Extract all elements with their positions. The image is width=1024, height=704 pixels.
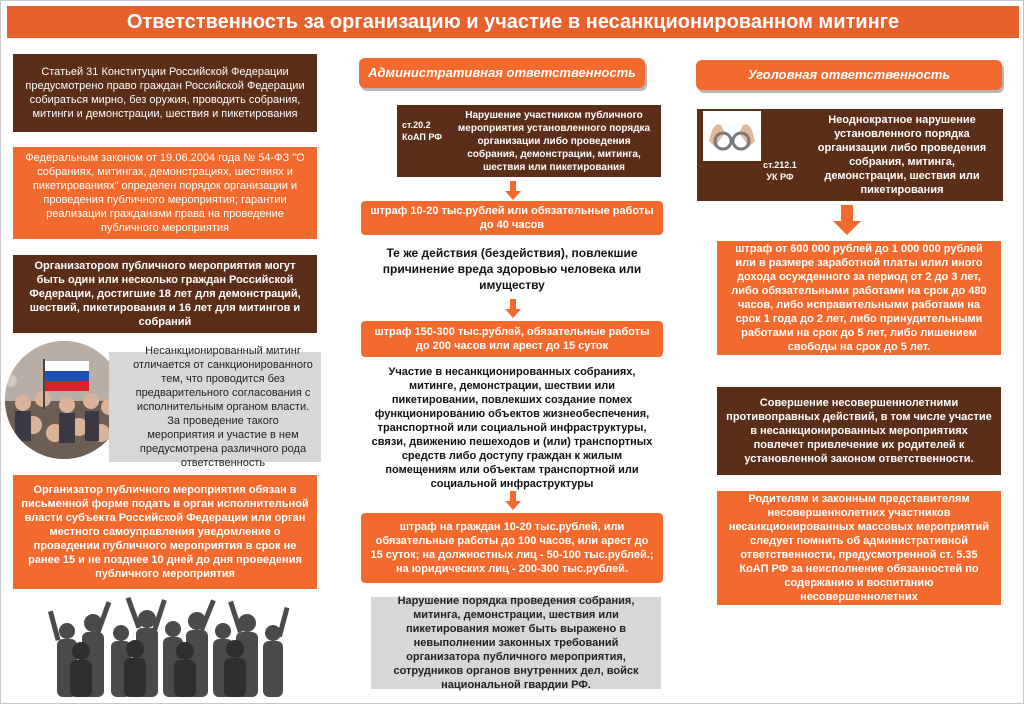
unauthorized-rally-box: Несанкционированный митинг отличается от санкционированного тем, что проводится без предварительного согласования с исполнительным органом власти. За проведение такого мероприятия и участие в нем предусмотрена различного рода ответственность [109, 352, 321, 462]
criminal-penalty-box: штраф от 600 000 рублей до 1 000 000 рублей или в размере заработной платы илил иного дохода осужденного за период от 2 до 3 лет, либо обязательными работами на срок до 480 часов, либо исправительными работами на срок 1 года до 2 лет, либо принудительными работами на срок до 5 лет, либо лишением свободы на срок до 5 лет. [717, 241, 1001, 355]
note-box: Нарушение порядка проведения собрания, митинга, демонстрации, шествия или пикетирования может быть выражено в невыполнении законных требований организатора публичного мероприятия, сотрудников органов внутренних дел, войск национальной гвардии РФ. [371, 597, 661, 689]
notification-box: Организатор публичного мероприятия обязан в письменной форме подать в орган исполнительной власти субъекта Российской Федерации или орган местного самоуправления уведомление о проведении публичного мероприятия в срок не ранее 15 и не позднее 10 дней до дня проведения публичного мероприятия [13, 475, 317, 589]
page-title: Ответственность за организацию и участие в несанкционированном митинге [7, 6, 1019, 38]
parents-box: Родителям и законным представителям несовершеннолетних участников несанкционированных массовых мероприятий следует помнить об административной ответственности, предусмотренной ст. 5.35 КоАП РФ за неисполнение обязанностей по содержанию и воспитанию несовершеннолетних [717, 491, 1001, 605]
crowd-photo [5, 341, 123, 459]
penalty-box-3: штраф на граждан 10-20 тыс.рублей, или обязательные работы до 100 часов, или арест до 15 суток; на должностных лиц - 50-100 тыс.рублей.; на юридических лиц - 200-300 тыс.рублей. [361, 513, 663, 583]
crowd-silhouette [45, 593, 295, 697]
administrative-heading: Административная ответственность [359, 58, 645, 88]
criminal-heading: Уголовная ответственность [696, 60, 1002, 90]
obstruction-text: Участие в несанкционированных собраниях, митинге, демонстрации, шествии или пикетировании, повлекших создание помех функционированию объектов жизнеобеспечения, транспортной или социальной инфраструктуры, связи, движению пешеходов и (или) транспортных средств либо доступу граждан к жилым помещениям или объектам транспортной или социальной инфраструктуры [371, 366, 653, 490]
constitution-box: Статьей 31 Конституции Российской Федерации предусмотрено право граждан Российской Федерации собираться мирно, без оружия, проводить собрания, митинги и демонстрации, шествия и пикетирования [13, 54, 317, 132]
criminal-violation-text: Неоднократное нарушение установленного порядка организации либо проведения собрания, митинга, демонстрации, шествия или пикетирования [817, 114, 987, 196]
harm-text: Те же действия (бездействия), повлекшие причинение вреда здоровью человека или имуществу [382, 246, 642, 292]
violation-text-1: Нарушение участником публичного мероприятия установленного порядка организации либо проведения собрания, демонстрации, митинга, шествия или пикетирования [457, 109, 651, 173]
organizer-age-box: Организатором публичного мероприятия могут быть один или несколько граждан Российской Федерации, достигшие 18 лет для демонстраций, шествий, пикетирования и 16 лет для митингов и собраний [13, 255, 317, 333]
handcuffs-icon [703, 111, 761, 161]
uk-code: ст.212.1 УК РФ [763, 160, 797, 182]
federal-law-box: Федеральным законом от 19.06.2004 года № 54-ФЗ "О собраниях, митингах, демонстрациях, шествиях и пикетированиях" определен порядок организации и проведения публичного мероприятия; гарантии реализации гражданами права на проведение публичного мероприятия [13, 147, 317, 239]
penalty-box-1: штраф 10-20 тыс.рублей или обязательные работы до 40 часов [361, 201, 663, 235]
penalty-box-2: штраф 150-300 тыс.рублей, обязательные работы до 200 часов или арест до 15 суток [361, 321, 663, 357]
minors-box: Совершение несовершеннолетними противоправных действий, в том числе участие в несанкционированных мероприятиях повлечет привлечение их родителей к установленной законом ответственности. [717, 387, 1001, 475]
koap-code: ст.20.2 КоАП РФ [402, 120, 442, 142]
